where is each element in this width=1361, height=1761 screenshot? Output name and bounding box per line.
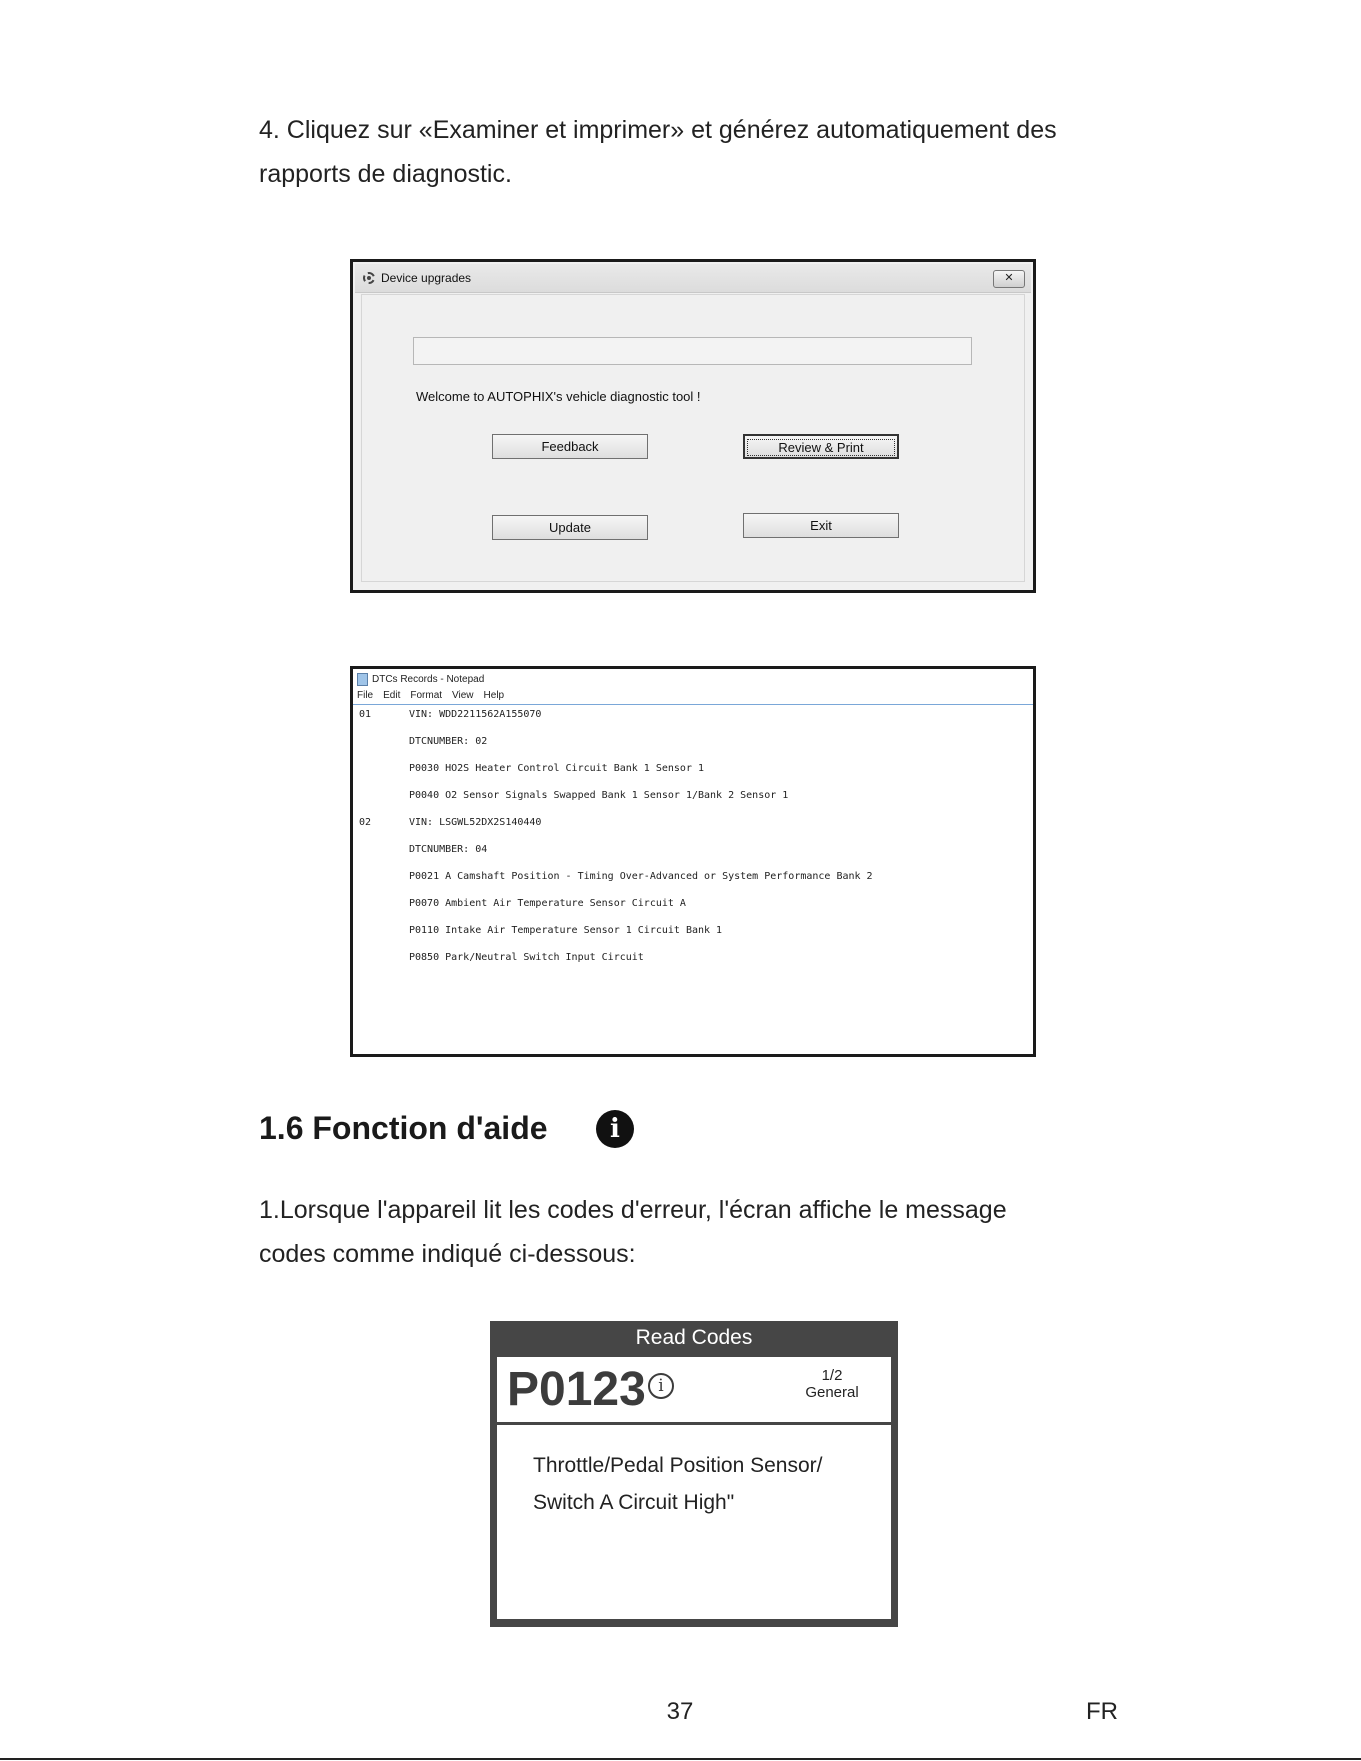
language-tag: FR	[1086, 1698, 1118, 1725]
record-line: P0021 A Camshaft Position - Timing Over-Advanced or System Performance Bank 2	[409, 871, 873, 882]
record-line: P0110 Intake Air Temperature Sensor 1 Circuit Bank 1	[409, 925, 723, 936]
update-button[interactable]: Update	[492, 515, 648, 540]
notepad-title: DTCs Records - Notepad	[372, 674, 485, 685]
record-line: VIN: LSGWL52DX2S140440	[409, 817, 542, 828]
notepad-titlebar	[357, 673, 484, 686]
description-line-1: Throttle/Pedal Position Sensor/	[533, 1454, 823, 1477]
dialog-title: Device upgrades	[381, 271, 472, 285]
gear-icon	[363, 272, 375, 284]
review-print-button[interactable]	[743, 434, 899, 459]
intro-line-1: 4. Cliquez sur «Examiner et imprimer» et générez automatiquement des	[259, 116, 1057, 144]
read-codes-screen	[490, 1321, 898, 1627]
notepad-menubar	[357, 690, 504, 701]
close-button[interactable]: ✕	[993, 270, 1025, 288]
progress-bar	[413, 337, 972, 365]
desc-line-1: 1.Lorsque l'appareil lit les codes d'erreur, l'écran affiche le message	[259, 1196, 1007, 1224]
record-index: 02	[359, 817, 372, 828]
desc-line-2: codes comme indiqué ci-dessous:	[259, 1240, 636, 1268]
exit-button[interactable]: Exit	[743, 513, 899, 538]
record-line: P0030 HO2S Heater Control Circuit Bank 1 Sensor 1	[409, 763, 705, 774]
menu-help[interactable]: Help	[483, 690, 505, 701]
review-print-label: Review & Print	[747, 439, 894, 456]
bottom-rule	[0, 1758, 1361, 1760]
description-panel	[497, 1425, 891, 1619]
dialog-titlebar	[355, 264, 1031, 293]
record-line: DTCNUMBER: 02	[409, 736, 488, 747]
dialog-body	[361, 294, 1025, 582]
menu-separator	[353, 704, 1033, 705]
info-icon: i	[596, 1110, 634, 1148]
code-panel	[497, 1357, 891, 1422]
read-codes-title: Read Codes	[635, 1326, 753, 1349]
menu-edit[interactable]: Edit	[383, 690, 401, 701]
intro-line-2: rapports de diagnostic.	[259, 160, 512, 188]
record-line: P0070 Ambient Air Temperature Sensor Circuit A	[409, 898, 686, 909]
info-icon[interactable]: i	[648, 1373, 674, 1399]
record-line: DTCNUMBER: 04	[409, 844, 488, 855]
record-line: P0850 Park/Neutral Switch Input Circuit	[409, 952, 644, 963]
section-heading: 1.6 Fonction d'aide	[259, 1110, 548, 1146]
record-line: VIN: WDD2211562A155070	[409, 709, 542, 720]
record-line: P0040 O2 Sensor Signals Swapped Bank 1 Sensor 1/Bank 2 Sensor 1	[409, 790, 789, 801]
notepad-icon	[357, 673, 368, 686]
menu-format[interactable]: Format	[410, 690, 443, 701]
device-upgrades-dialog	[350, 259, 1036, 593]
dtc-code: P0123	[507, 1363, 646, 1416]
record-index: 01	[359, 709, 372, 720]
welcome-message: Welcome to AUTOPHIX's vehicle diagnostic tool !	[416, 389, 701, 404]
notepad-window	[350, 666, 1036, 1057]
code-category: General	[805, 1384, 859, 1401]
page-number: 37	[666, 1698, 694, 1725]
description-line-2: Switch A Circuit High"	[533, 1491, 735, 1514]
page-indicator: 1/2	[821, 1367, 843, 1384]
menu-file[interactable]: File	[357, 690, 374, 701]
menu-view[interactable]: View	[452, 690, 474, 701]
code-description	[533, 1447, 823, 1521]
feedback-button[interactable]: Feedback	[492, 434, 648, 459]
